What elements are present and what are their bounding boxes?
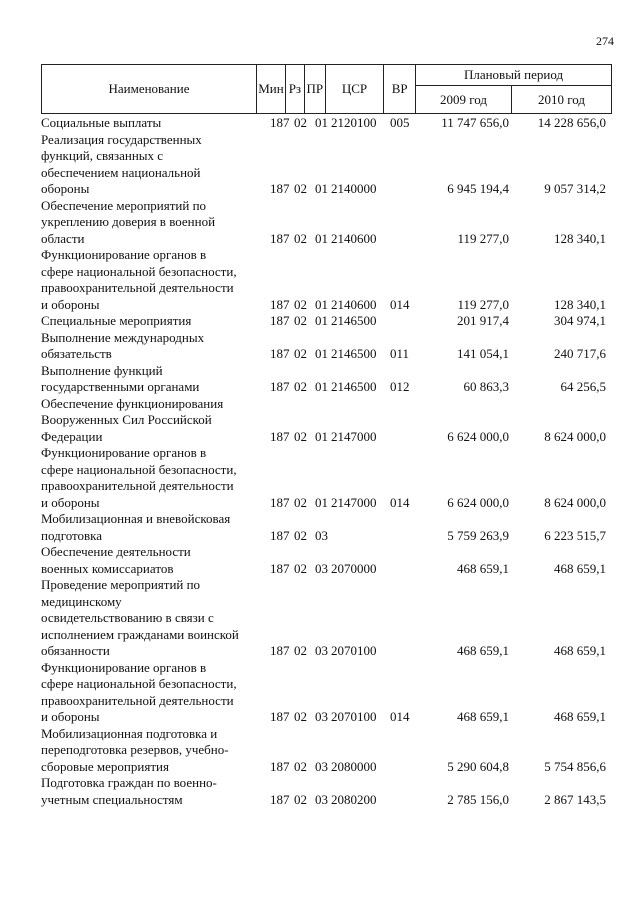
- row-value-2010: 64 256,5: [560, 379, 606, 394]
- header-csr: ЦСР: [325, 65, 384, 114]
- row-csr: 2120100: [331, 115, 377, 130]
- row-vr: 014: [390, 709, 410, 724]
- row-value-2010: 468 659,1: [554, 560, 606, 576]
- table-row: [41, 313, 612, 330]
- row-value-2009: 6 624 000,0: [447, 494, 509, 510]
- row-name: Подготовка граждан по военно- учетным специальностям: [41, 775, 217, 807]
- row-min: 187: [270, 346, 290, 361]
- row-pr: 03: [315, 758, 328, 774]
- row-rz: 02: [294, 346, 307, 361]
- row-pr: 03: [315, 560, 328, 576]
- row-value-2010: 468 659,1: [554, 709, 606, 724]
- row-rz: 02: [294, 560, 307, 576]
- row-csr: 2146500: [331, 346, 377, 361]
- row-value-2009: 468 659,1: [457, 709, 509, 724]
- row-min: 187: [270, 527, 290, 543]
- row-csr: 2147000: [331, 428, 377, 444]
- row-pr: 01: [315, 230, 328, 246]
- row-min: 187: [270, 181, 290, 196]
- row-value-2010: 2 867 143,5: [544, 791, 606, 807]
- row-min: 187: [270, 230, 290, 246]
- row-rz: 02: [294, 379, 307, 394]
- row-name: Обеспечение функционирования Вооруженных Сил Российской Федерации: [41, 395, 224, 444]
- row-pr: 03: [315, 791, 328, 807]
- table-row: [41, 115, 612, 132]
- row-min: 187: [270, 560, 290, 576]
- table-header: [41, 64, 612, 114]
- row-value-2010: 304 974,1: [554, 313, 606, 328]
- row-min: 187: [270, 115, 290, 130]
- row-pr: 01: [315, 379, 328, 394]
- row-pr: 03: [315, 709, 328, 724]
- row-pr: 01: [315, 494, 328, 510]
- table-row: [41, 544, 612, 577]
- row-value-2009: 11 747 656,0: [441, 115, 509, 130]
- row-value-2009: 60 863,3: [463, 379, 509, 394]
- row-value-2009: 5 759 263,9: [447, 527, 509, 543]
- table-row: [41, 511, 612, 544]
- table-row: [41, 577, 612, 660]
- row-csr: 2070000: [331, 560, 377, 576]
- row-pr: 01: [315, 296, 328, 312]
- row-csr: 2147000: [331, 494, 377, 510]
- row-csr: 2146500: [331, 313, 377, 328]
- table-body: [41, 115, 612, 808]
- row-value-2010: 14 228 656,0: [537, 115, 606, 130]
- header-name: Наименование: [42, 65, 257, 114]
- row-min: 187: [270, 296, 290, 312]
- row-csr: 2140000: [331, 181, 377, 196]
- row-value-2010: 8 624 000,0: [544, 494, 606, 510]
- row-rz: 02: [294, 494, 307, 510]
- row-min: 187: [270, 428, 290, 444]
- header-rz: Рз: [285, 65, 304, 114]
- row-rz: 02: [294, 758, 307, 774]
- row-vr: 005: [390, 115, 410, 130]
- row-rz: 02: [294, 527, 307, 543]
- row-vr: 014: [390, 296, 410, 312]
- row-rz: 02: [294, 181, 307, 196]
- row-name: Мобилизационная подготовка и переподготовка резервов, учебно- сборовые мероприятия: [41, 725, 229, 774]
- row-rz: 02: [294, 115, 307, 130]
- row-name: Выполнение международных обязательств: [41, 329, 205, 361]
- header-vr: ВР: [384, 65, 416, 114]
- row-value-2010: 128 340,1: [554, 296, 606, 312]
- row-value-2009: 468 659,1: [457, 560, 509, 576]
- row-value-2009: 6 624 000,0: [447, 428, 509, 444]
- header-min: Мин: [256, 65, 285, 114]
- row-name: Обеспечение деятельности военных комиссариатов: [41, 544, 191, 576]
- row-name: Выполнение функций государственными органами: [41, 362, 200, 394]
- row-pr: 01: [315, 115, 328, 130]
- row-rz: 02: [294, 313, 307, 328]
- row-rz: 02: [294, 643, 307, 658]
- row-rz: 02: [294, 709, 307, 724]
- row-value-2010: 5 754 856,6: [544, 758, 606, 774]
- row-vr: 014: [390, 494, 410, 510]
- row-name: Мобилизационная и вневойсковая подготовка: [41, 511, 231, 543]
- row-csr: 2140600: [331, 296, 377, 312]
- row-min: 187: [270, 494, 290, 510]
- row-min: 187: [270, 709, 290, 724]
- row-pr: 03: [315, 643, 328, 658]
- row-value-2010: 128 340,1: [554, 230, 606, 246]
- row-value-2010: 9 057 314,2: [544, 181, 606, 196]
- header-pr: ПР: [304, 65, 325, 114]
- row-rz: 02: [294, 296, 307, 312]
- row-vr: 011: [390, 346, 410, 361]
- table-row: [41, 726, 612, 776]
- row-value-2010: 240 717,6: [554, 346, 606, 361]
- row-name: Проведение мероприятий по медицинскому освидетельствованию в связи с исполнением гражданами воинской обязанности: [41, 577, 239, 658]
- row-min: 187: [270, 643, 290, 658]
- row-rz: 02: [294, 791, 307, 807]
- row-value-2009: 141 054,1: [457, 346, 509, 361]
- row-value-2010: 6 223 515,7: [544, 527, 606, 543]
- row-min: 187: [270, 379, 290, 394]
- row-value-2009: 119 277,0: [457, 296, 509, 312]
- row-value-2010: 8 624 000,0: [544, 428, 606, 444]
- header-plan-period: Плановый период: [416, 65, 612, 86]
- row-csr: 2070100: [331, 709, 377, 724]
- row-name: Функционирование органов в сфере национальной безопасности, правоохранительной деятельности и обороны: [41, 659, 237, 724]
- table-row: [41, 396, 612, 446]
- row-pr: 01: [315, 346, 328, 361]
- table-row: [41, 247, 612, 313]
- row-csr: 2140600: [331, 230, 377, 246]
- table-row: [41, 660, 612, 726]
- row-name: Специальные мероприятия: [41, 313, 192, 328]
- row-csr: 2080000: [331, 758, 377, 774]
- row-value-2009: 2 785 156,0: [447, 791, 509, 807]
- row-pr: 01: [315, 313, 328, 328]
- table-row: [41, 132, 612, 198]
- row-pr: 01: [315, 428, 328, 444]
- row-rz: 02: [294, 428, 307, 444]
- row-min: 187: [270, 313, 290, 328]
- row-value-2009: 6 945 194,4: [447, 181, 509, 196]
- row-value-2010: 468 659,1: [554, 643, 606, 658]
- row-min: 187: [270, 791, 290, 807]
- row-name: Реализация государственных функций, связанных с обеспечением национальной обороны: [41, 131, 202, 196]
- row-vr: 012: [390, 379, 410, 394]
- row-csr: 2070100: [331, 643, 377, 658]
- row-rz: 02: [294, 230, 307, 246]
- row-min: 187: [270, 758, 290, 774]
- header-year-2010: 2010 год: [512, 86, 612, 114]
- table-row: [41, 363, 612, 396]
- row-csr: 2146500: [331, 379, 377, 394]
- table-row: [41, 445, 612, 511]
- page-number: 274: [596, 34, 614, 48]
- row-pr: 03: [315, 527, 328, 543]
- row-name: Функционирование органов в сфере национальной безопасности, правоохранительной деятельности и обороны: [41, 445, 237, 510]
- table-row: [41, 198, 612, 248]
- header-year-2009: 2009 год: [416, 86, 512, 114]
- row-value-2009: 119 277,0: [457, 230, 509, 246]
- row-name: Социальные выплаты: [41, 115, 162, 130]
- table-row: [41, 775, 612, 808]
- row-csr: 2080200: [331, 791, 377, 807]
- row-name: Обеспечение мероприятий по укреплению доверия в военной области: [41, 197, 216, 246]
- row-value-2009: 201 917,4: [457, 313, 509, 328]
- row-value-2009: 5 290 604,8: [447, 758, 509, 774]
- table-row: [41, 330, 612, 363]
- row-name: Функционирование органов в сфере национальной безопасности, правоохранительной деятельности и обороны: [41, 247, 237, 312]
- row-value-2009: 468 659,1: [457, 643, 509, 658]
- row-pr: 01: [315, 181, 328, 196]
